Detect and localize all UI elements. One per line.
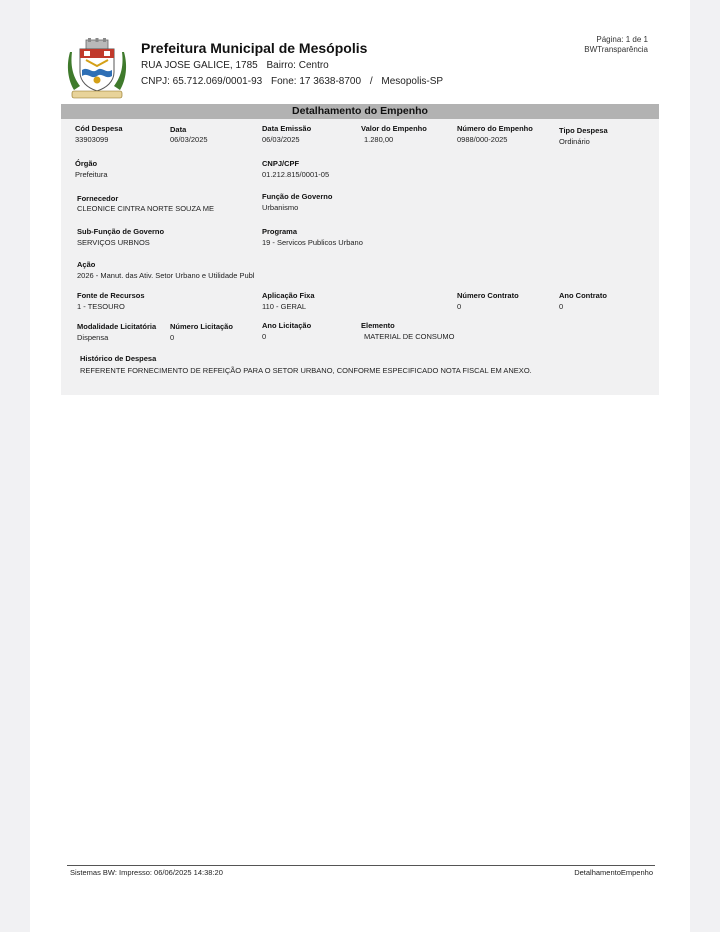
- ano-contrato-value: 0: [559, 302, 564, 311]
- valor-empenho-label: Valor do Empenho: [361, 124, 427, 133]
- data-label: Data: [170, 125, 187, 134]
- document-page: [30, 0, 690, 932]
- municipality-title: Prefeitura Municipal de Mesópolis: [141, 40, 368, 56]
- page-number: Página: 1 de 1: [596, 35, 648, 44]
- aplicacao-fixa-label: Aplicação Fixa: [262, 291, 315, 300]
- contact-line: [141, 76, 449, 87]
- ano-licitacao-value: 0: [262, 332, 267, 341]
- cnpj-cpf-value: 01.212.815/0001-05: [262, 170, 330, 179]
- tipo-despesa-label: Tipo Despesa: [559, 126, 608, 135]
- city: Mesopolis-SP: [381, 76, 444, 87]
- orgao-label: Órgão: [75, 159, 98, 168]
- funcao-governo-label: Função de Governo: [262, 192, 333, 201]
- numero-empenho-label: Número do Empenho: [457, 124, 533, 133]
- fonte-recursos-value: 1 - TESOURO: [77, 302, 125, 311]
- neighborhood: Bairro: Centro: [266, 60, 329, 71]
- footer-report-name: DetalhamentoEmpenho: [574, 868, 653, 877]
- numero-empenho-value: 0988/000-2025: [457, 135, 508, 144]
- programa-label: Programa: [262, 227, 298, 236]
- data-emissao-label: Data Emissão: [262, 124, 312, 133]
- phone: Fone: 17 3638-8700: [270, 76, 362, 87]
- numero-licitacao-value: 0: [170, 333, 175, 342]
- cnpj-cpf-label: CNPJ/CPF: [262, 159, 300, 168]
- footer-divider: [67, 865, 655, 866]
- fornecedor-value: CLEONICE CINTRA NORTE SOUZA ME: [77, 204, 214, 213]
- address-line: [141, 60, 335, 71]
- modalidade-label: Modalidade Licitatória: [77, 322, 157, 331]
- modalidade-value: Dispensa: [77, 333, 109, 342]
- historico-value: REFERENTE FORNECIMENTO DE REFEIÇÃO PARA O SETOR URBANO, CONFORME ESPECIFICADO NOTA FISCAL EM ANEXO.: [80, 366, 532, 375]
- aplicacao-fixa-value: 110 - GERAL: [262, 302, 307, 311]
- data-value: 06/03/2025: [170, 135, 208, 144]
- separator: /: [369, 76, 373, 87]
- address: RUA JOSE GALICE, 1785: [141, 60, 258, 71]
- data-emissao-value: 06/03/2025: [262, 135, 300, 144]
- programa-value: 19 - Servicos Publicos Urbano: [262, 238, 363, 247]
- orgao-value: Prefeitura: [75, 170, 108, 179]
- numero-licitacao-label: Número Licitação: [170, 322, 233, 331]
- elemento-label: Elemento: [361, 321, 395, 330]
- cnpj: CNPJ: 65.712.069/0001-93: [141, 76, 263, 87]
- subfuncao-governo-label: Sub-Função de Governo: [77, 227, 165, 236]
- fornecedor-label: Fornecedor: [77, 194, 119, 203]
- ano-licitacao-label: Ano Licitação: [262, 321, 312, 330]
- system-name: BWTransparência: [584, 45, 648, 54]
- valor-empenho-value: 1.280,00: [364, 135, 394, 144]
- numero-contrato-label: Número Contrato: [457, 291, 519, 300]
- municipal-coat-of-arms-logo: [66, 38, 128, 100]
- fonte-recursos-label: Fonte de Recursos: [77, 291, 145, 300]
- ano-contrato-label: Ano Contrato: [559, 291, 607, 300]
- numero-contrato-value: 0: [457, 302, 462, 311]
- footer-print-info: Sistemas BW: Impresso: 06/06/2025 14:38:20: [70, 868, 223, 877]
- cod-despesa-value: 33903099: [75, 135, 109, 144]
- page-info: [584, 35, 648, 55]
- acao-label: Ação: [77, 260, 96, 269]
- elemento-value: MATERIAL DE CONSUMO: [364, 332, 455, 341]
- cod-despesa-label: Cód Despesa: [75, 124, 123, 133]
- funcao-governo-value: Urbanismo: [262, 203, 299, 212]
- historico-label: Histórico de Despesa: [80, 354, 157, 363]
- subfuncao-governo-value: SERVIÇOS URBNOS: [77, 238, 150, 247]
- tipo-despesa-value: Ordinário: [559, 137, 590, 146]
- commitment-details-panel: [61, 104, 659, 395]
- section-title: Detalhamento do Empenho: [61, 104, 659, 119]
- acao-value: 2026 - Manut. das Ativ. Setor Urbano e Utilidade Publ: [77, 271, 255, 280]
